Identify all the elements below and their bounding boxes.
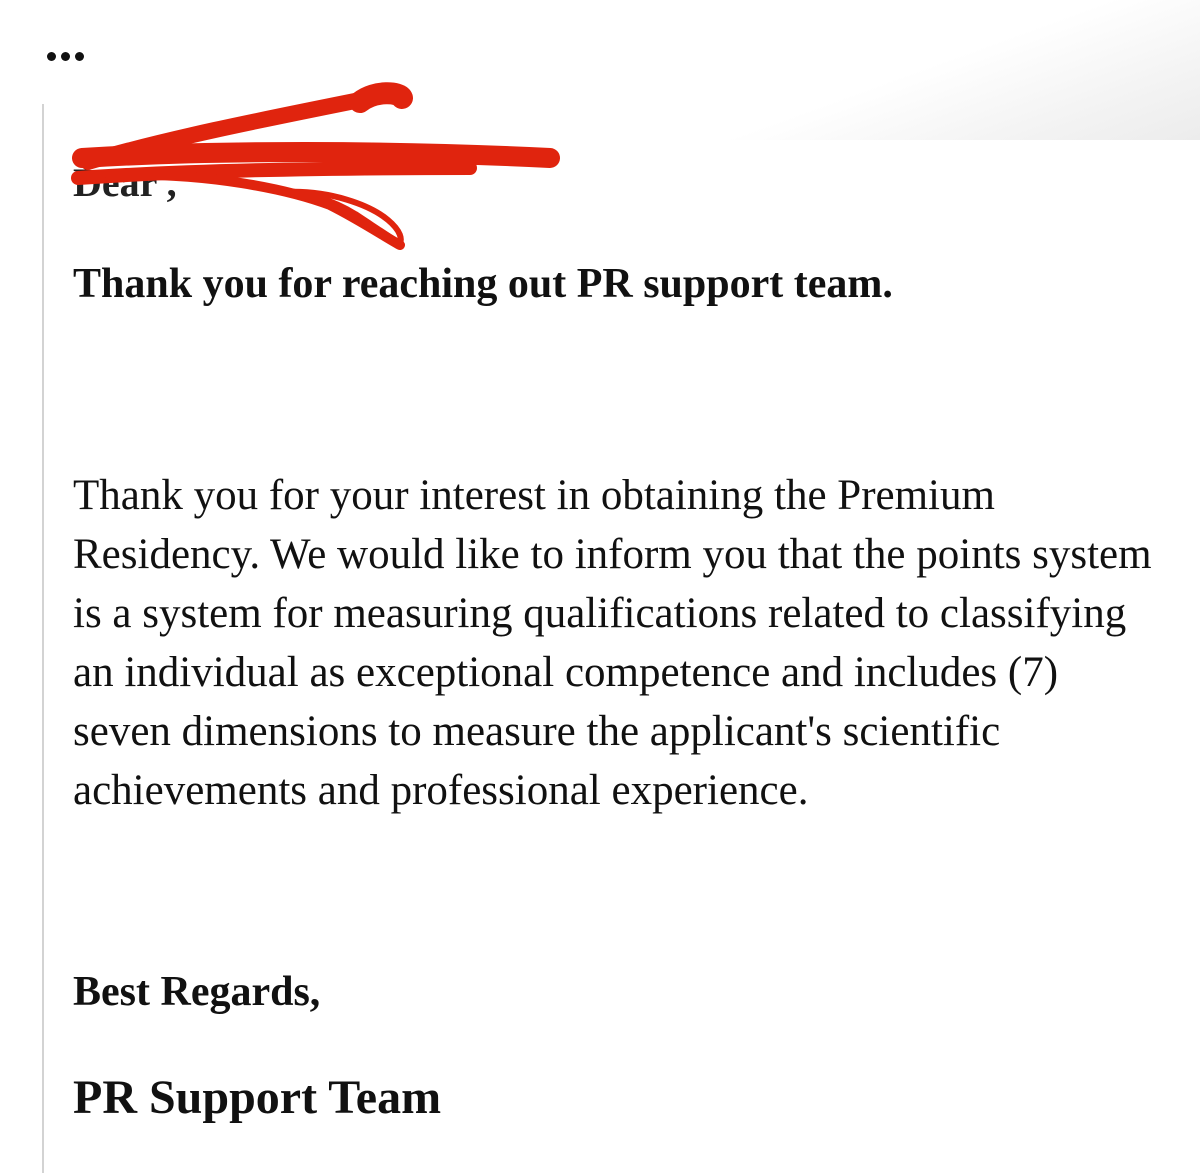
redaction-scribble — [70, 80, 570, 260]
sign-off: Best Regards, — [73, 969, 321, 1015]
quote-bar — [42, 104, 44, 1173]
more-horizontal-icon — [47, 52, 56, 61]
main-paragraph: Thank you for your interest in obtaining the Premium Residency. We would like to inform you that the points system is a system for measuring qualifications related to classifying an individual as exceptional competence and includes (7) seven dimensions to measure the applicant's scientific achievements and professional experience. — [73, 472, 1152, 814]
more-options-button[interactable] — [47, 44, 101, 68]
more-horizontal-icon-dot — [61, 52, 70, 61]
thanks-line: Thank you for reaching out PR support team. — [73, 261, 893, 307]
more-horizontal-icon-dot — [75, 52, 84, 61]
signature: PR Support Team — [73, 1071, 442, 1124]
greeting: Dear , — [73, 160, 177, 205]
